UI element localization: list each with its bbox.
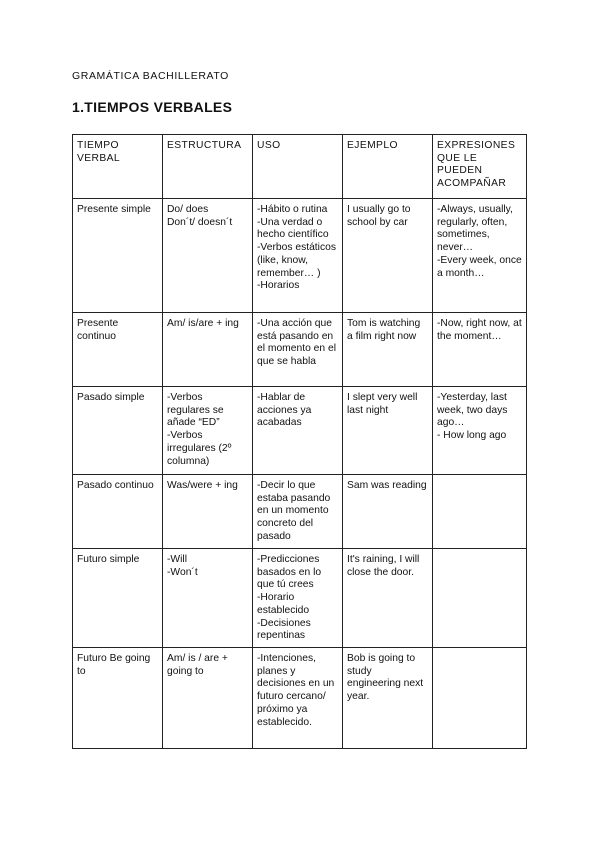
table-row [73,549,527,648]
cell-uso: -Hablar de acciones ya acabadas [253,387,343,475]
table-header-row [73,135,527,199]
cell-estructura: Am/ is / are + going to [163,648,253,749]
table-row [73,199,527,313]
cell-estructura: -Will -Won´t [163,549,253,648]
cell-ejemplo: Bob is going to study engineering next year. [343,648,433,749]
cell-uso: -Intenciones, planes y decisiones en un futuro cercano/ próximo ya establecido. [253,648,343,749]
cell-tiempo: Presente continuo [73,313,163,387]
document-header: GRAMÁTICA BACHILLERATO [72,70,229,82]
cell-expresiones: -Now, right now, at the moment… [433,313,527,387]
table-row [73,387,527,475]
section-title: 1.TIEMPOS VERBALES [72,99,233,115]
cell-uso: -Decir lo que estaba pasando en un momento concreto del pasado [253,475,343,549]
cell-ejemplo: I usually go to school by car [343,199,433,313]
header-uso: USO [253,135,343,199]
cell-tiempo: Pasado simple [73,387,163,475]
header-ejemplo: EJEMPLO [343,135,433,199]
cell-ejemplo: I slept very well last night [343,387,433,475]
cell-uso: -Predicciones basados en lo que tú crees -Horario establecido -Decisiones repentinas [253,549,343,648]
table-row [73,648,527,749]
cell-expresiones [433,648,527,749]
header-tiempo-verbal: TIEMPO VERBAL [73,135,163,199]
cell-estructura: Do/ does Don´t/ doesn´t [163,199,253,313]
table-row [73,313,527,387]
cell-expresiones: -Always, usually, regularly, often, sometimes, never… -Every week, once a month… [433,199,527,313]
cell-tiempo: Pasado continuo [73,475,163,549]
cell-estructura: Was/were + ing [163,475,253,549]
verb-tenses-table [72,134,527,749]
cell-uso: -Una acción que está pasando en el momento en el que se habla [253,313,343,387]
cell-uso: -Hábito o rutina -Una verdad o hecho científico -Verbos estáticos (like, know, remember… ) -Horarios [253,199,343,313]
cell-tiempo: Futuro Be going to [73,648,163,749]
header-estructura: ESTRUCTURA [163,135,253,199]
cell-tiempo: Futuro simple [73,549,163,648]
cell-expresiones [433,549,527,648]
header-expresiones: EXPRESIONES QUE LE PUEDEN ACOMPAÑAR [433,135,527,199]
cell-ejemplo: Tom is watching a film right now [343,313,433,387]
cell-estructura: -Verbos regulares se añade “ED” -Verbos irregulares (2º columna) [163,387,253,475]
cell-ejemplo: It's raining, I will close the door. [343,549,433,648]
cell-expresiones [433,475,527,549]
cell-ejemplo: Sam was reading [343,475,433,549]
cell-estructura: Am/ is/are + ing [163,313,253,387]
cell-tiempo: Presente simple [73,199,163,313]
cell-expresiones: -Yesterday, last week, two days ago… - How long ago [433,387,527,475]
table-row [73,475,527,549]
